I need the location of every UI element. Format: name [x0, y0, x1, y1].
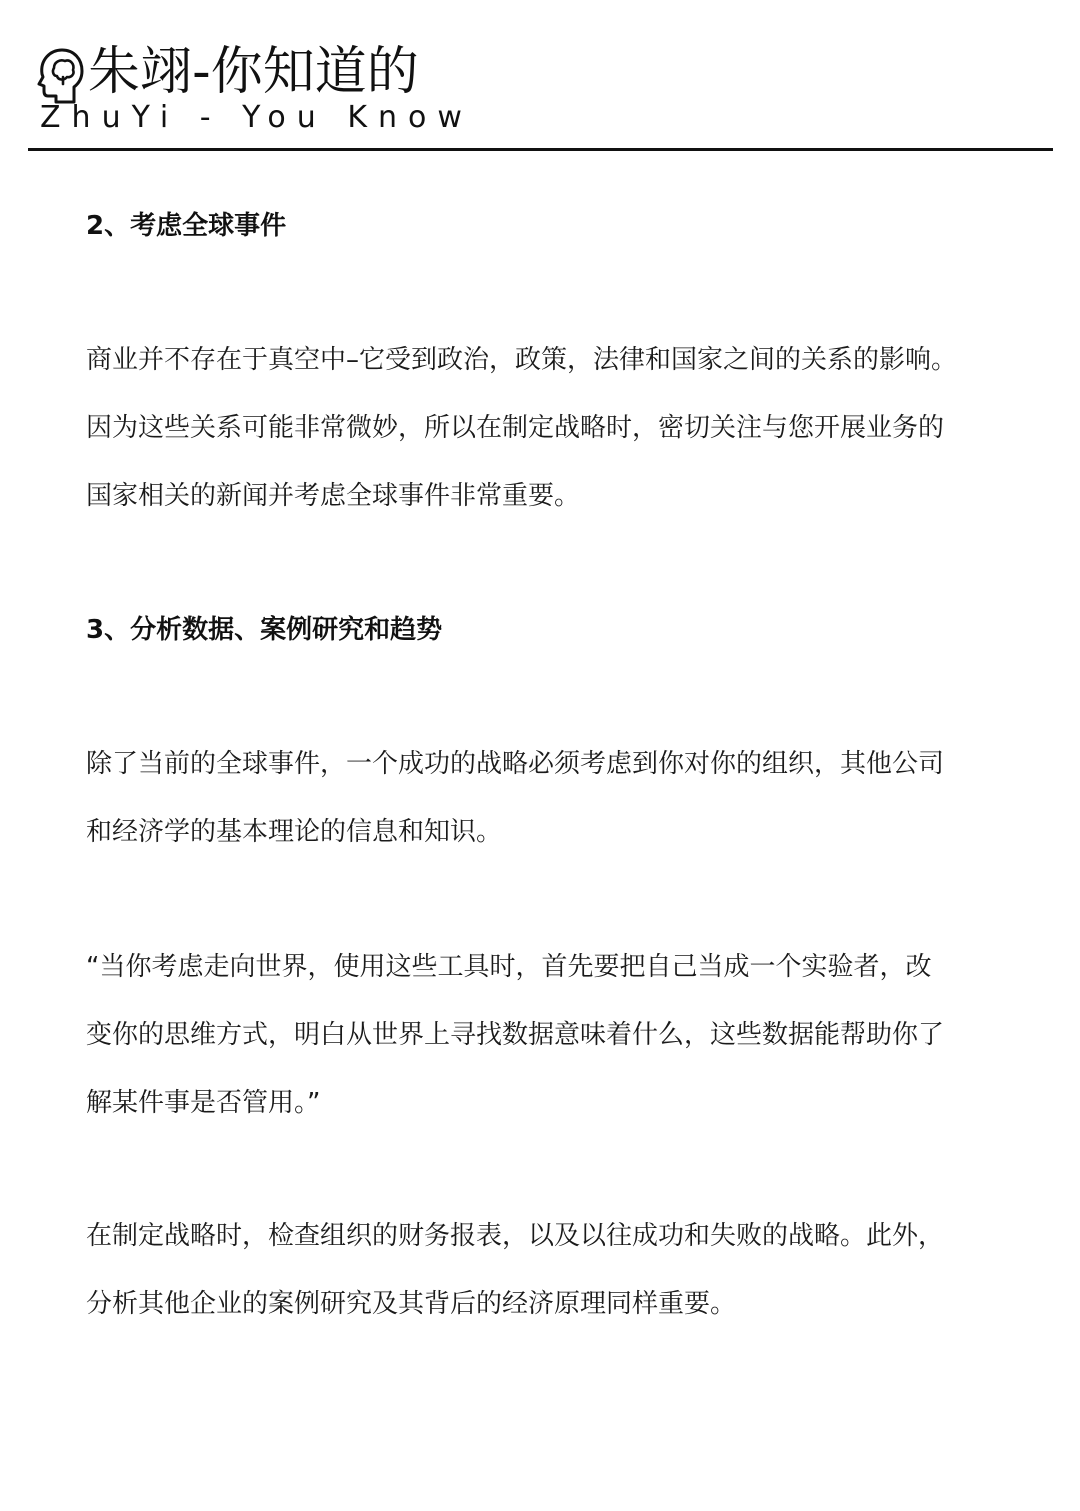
text-line: 解某件事是否管用。”: [86, 1088, 321, 1118]
text-line: 分析其他企业的案例研究及其背后的经济原理同样重要。: [86, 1289, 737, 1319]
text-line: 在制定战略时，检查组织的财务报表，以及以往成功和失败的战略。此外，: [86, 1221, 945, 1251]
paragraph-strategy-knowledge: [86, 730, 1026, 866]
text-line: 变你的思维方式，明白从世界上寻找数据意味着什么，这些数据能帮助你了: [86, 1020, 945, 1050]
text-line: 国家相关的新闻并考虑全球事件非常重要。: [86, 481, 581, 511]
brand-title: 朱翊-你知道的: [88, 42, 419, 102]
section-heading-data-analysis: 3、分析数据、案例研究和趋势: [86, 615, 443, 645]
paragraph-global-events: [86, 326, 1026, 530]
text-line: 和经济学的基本理论的信息和知识。: [86, 817, 503, 847]
brand-subtitle: ZhuYi - You Know: [40, 100, 473, 135]
page-header: [0, 0, 1080, 152]
text-line: 商业并不存在于真空中–它受到政治，政策，法律和国家之间的关系的影响。: [86, 345, 958, 375]
head-profile-icon: [34, 46, 86, 106]
paragraph-financial-review: [86, 1202, 1026, 1338]
header-divider: [28, 148, 1053, 151]
text-line: 因为这些关系可能非常微妙，所以在制定战略时，密切关注与您开展业务的: [86, 413, 945, 443]
paragraph-quote: [86, 933, 1026, 1137]
text-line: “当你考虑走向世界，使用这些工具时，首先要把自己当成一个实验者，改: [86, 952, 932, 982]
section-heading-global-events: 2、考虑全球事件: [86, 211, 287, 241]
text-line: 除了当前的全球事件，一个成功的战略必须考虑到你对你的组织，其他公司: [86, 749, 945, 779]
